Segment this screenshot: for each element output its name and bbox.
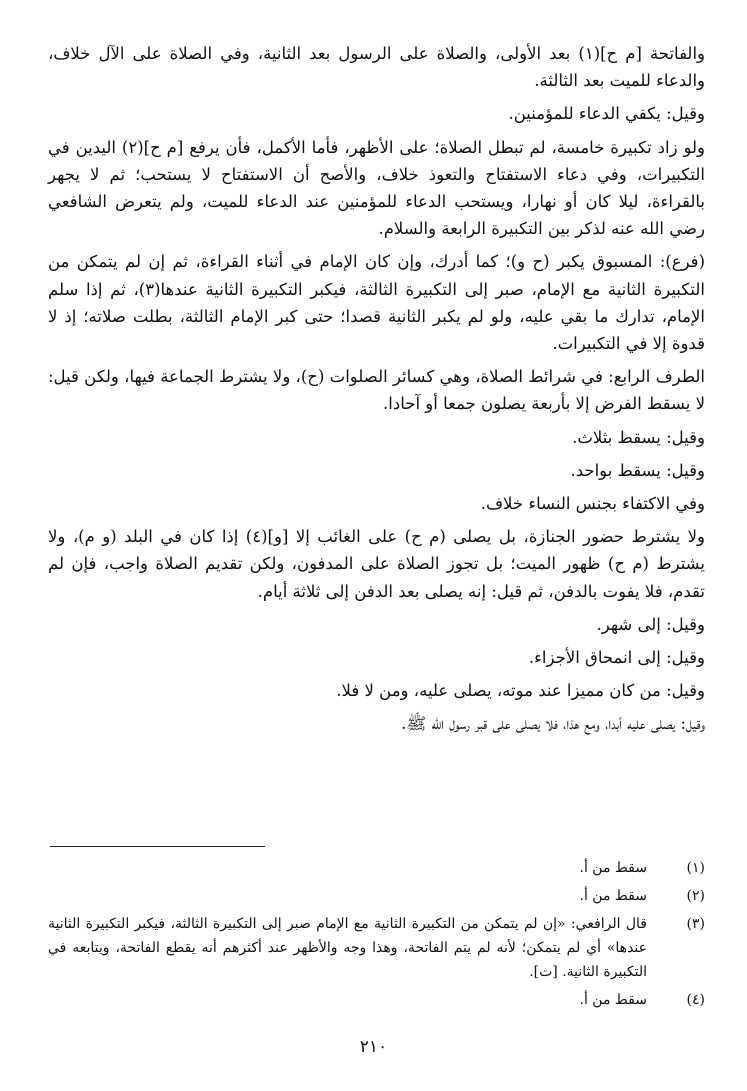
- paragraph-2: وقيل: يكفي الدعاء للمؤمنين.: [508, 104, 705, 124]
- paragraph-5: الطرف الرابع: في شرائط الصلاة، وهي كسائر الصلوات (ح)، ولا يشترط الجماعة فيها، ولكن قيل: لا يسقط الفرض إلا بأربعة يصلون جمعا أو آحادا.: [48, 367, 705, 414]
- footnotes: [48, 856, 705, 1016]
- paragraph-10: وقيل: إلى شهر.: [596, 614, 705, 634]
- paragraph-1: والفاتحة [م ح](١) بعد الأولى، والصلاة على الرسول بعد الثانية، وفي الصلاة على الآل خلاف، والدعاء للميت بعد الثالثة.: [48, 44, 705, 91]
- footnote-text: قال الرافعي: «إن لم يتمكن من التكبيرة الثانية مع الإمام صبر إلى التكبيرة الثالثة، فيكبر التكبيرة الثانية عندها» أي لم يتمكن؛ لأنه لم يتم الفاتحة، وهذا وجه والأظهر عند أكثرهم أنه يقطع الفاتحة، ويتابعه في التكبيرة الثانية. [ت].: [48, 916, 647, 980]
- footnote-3: [48, 912, 705, 984]
- footnote-number: (٣): [686, 916, 705, 932]
- footnote-number: (٢): [686, 888, 705, 904]
- paragraph-12: وقيل: من كان مميزا عند موته، يصلى عليه، ومن لا فلا.: [336, 681, 705, 701]
- footnote-number: (١): [686, 860, 705, 876]
- paragraph-6: وقيل: يسقط بثلاث.: [572, 427, 705, 447]
- page-number: ٢١٠: [359, 1037, 388, 1057]
- paragraph-13: وقيل: يصلى عليه أبدا، ومع هذا، فلا يصلى على قبر رسول الله ﷺ.: [401, 714, 705, 734]
- paragraph-4: (فرع): المسبوق يكبر (ح و)؛ كما أدرك، وإن كان الإمام في أثناء القراءة، ثم إن لم يتمكن من التكبيرة الثانية مع الإمام، صبر إلى التكبيرة الثالثة، فيكبر التكبيرة الثانية عندها(٣)، ثم إذا سلم الإمام، تدارك ما بقي عليه، ولو لم يكبر الثانية قصدا؛ حتى كبر الإمام الثالثة، بطلت صلاته؛ إذ لا قدوة إلا في التكبيرات.: [48, 252, 705, 354]
- footnote-divider: [50, 846, 265, 847]
- main-text: [48, 40, 705, 744]
- footnote-4: [48, 988, 705, 1012]
- footnote-text: سقط من أ.: [579, 860, 647, 876]
- footnote-1: [48, 856, 705, 880]
- footnote-2: [48, 884, 705, 908]
- paragraph-8: وفي الاكتفاء بجنس النساء خلاف.: [480, 494, 705, 514]
- paragraph-3: ولو زاد تكبيرة خامسة، لم تبطل الصلاة؛ على الأظهر، فأما الأكمل، فأن يرفع [م ح](٢) اليدين في التكبيرات، وفي دعاء الاستفتاح والتعوذ خلاف، والأصح أن الاستفتاح لا يستحب؛ ثم لا يجهر بالقراءة، ليلا كان أو نهارا، ويستحب الدعاء للمؤمنين عند الدعاء للميت، ولم يتعرض الشافعي رضي الله عنه لذكر بين التكبيرة الرابعة والسلام.: [48, 137, 705, 239]
- paragraph-9: ولا يشترط حضور الجنازة، بل يصلى (م ح) على الغائب إلا [و](٤) إذا كان في البلد (و م)، ولا يشترط (م ح) ظهور الميت؛ بل تجوز الصلاة على المدفون، ولكن تقديم الصلاة واجب، فإن لم تقدم، فلا يفوت بالدفن، ثم قيل: إنه يصلى بعد الدفن إلى ثلاثة أيام.: [48, 527, 705, 601]
- paragraph-7: وقيل: يسقط بواحد.: [570, 460, 705, 480]
- footnote-text: سقط من أ.: [579, 992, 647, 1008]
- footnote-number: (٤): [686, 992, 705, 1008]
- paragraph-11: وقيل: إلى انمحاق الأجزاء.: [528, 648, 705, 668]
- footnote-text: سقط من أ.: [579, 888, 647, 904]
